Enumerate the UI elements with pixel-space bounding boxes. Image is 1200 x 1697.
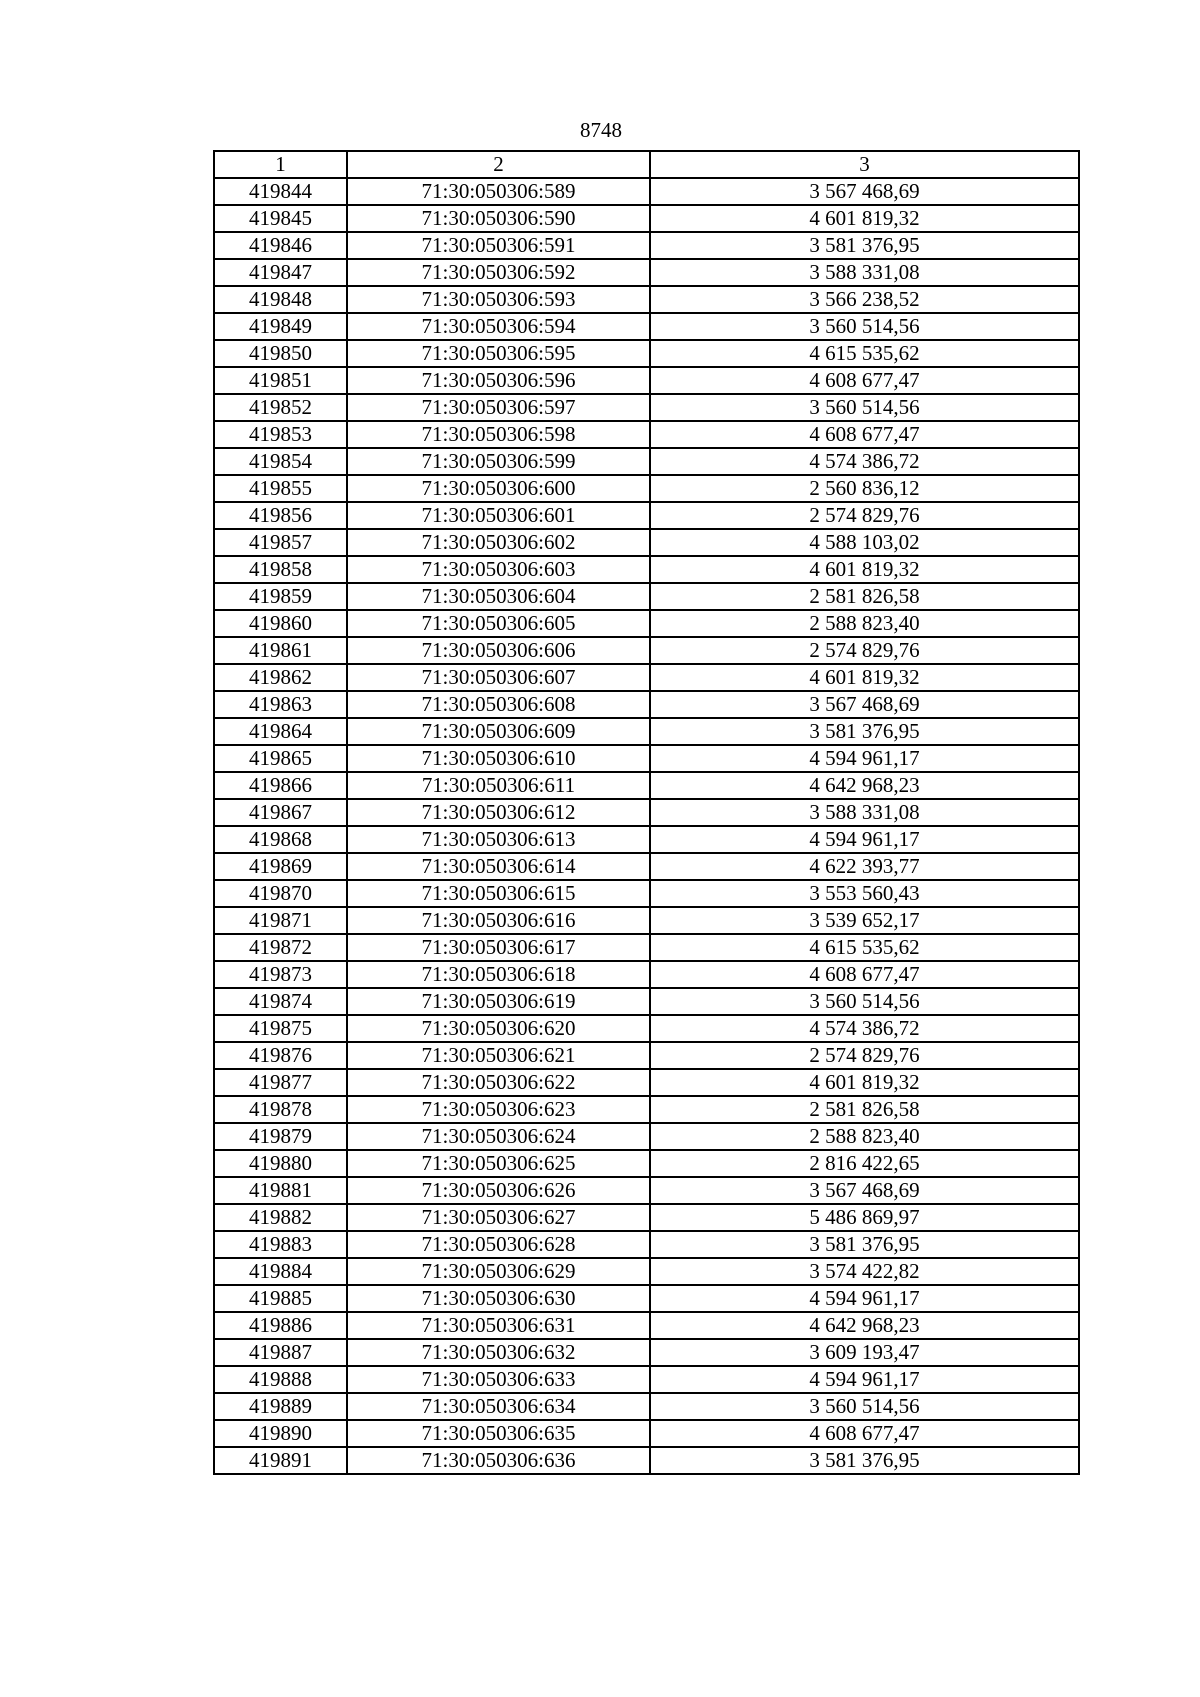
value-cell: 4 608 677,47	[650, 1420, 1079, 1447]
table-row	[214, 610, 1079, 637]
table-row	[214, 1258, 1079, 1285]
table-row	[214, 475, 1079, 502]
row-number-cell: 419880	[214, 1150, 347, 1177]
cadastral-number-cell: 71:30:050306:613	[347, 826, 650, 853]
value-cell: 2 581 826,58	[650, 583, 1079, 610]
row-number-cell: 419855	[214, 475, 347, 502]
value-cell: 4 642 968,23	[650, 1312, 1079, 1339]
table-row	[214, 1015, 1079, 1042]
table-row	[214, 340, 1079, 367]
table-row	[214, 1393, 1079, 1420]
cadastral-number-cell: 71:30:050306:622	[347, 1069, 650, 1096]
cadastral-number-cell: 71:30:050306:627	[347, 1204, 650, 1231]
table-row	[214, 367, 1079, 394]
row-number-cell: 419885	[214, 1285, 347, 1312]
table-row	[214, 1447, 1079, 1474]
row-number-cell: 419863	[214, 691, 347, 718]
cadastral-number-cell: 71:30:050306:592	[347, 259, 650, 286]
table-row	[214, 1096, 1079, 1123]
value-cell: 4 588 103,02	[650, 529, 1079, 556]
row-number-cell: 419848	[214, 286, 347, 313]
value-cell: 4 594 961,17	[650, 1285, 1079, 1312]
value-cell: 3 581 376,95	[650, 232, 1079, 259]
table-row	[214, 691, 1079, 718]
table-row	[214, 1123, 1079, 1150]
table-row	[214, 448, 1079, 475]
row-number-cell: 419876	[214, 1042, 347, 1069]
table-body	[214, 178, 1079, 1474]
table-row	[214, 259, 1079, 286]
value-cell: 5 486 869,97	[650, 1204, 1079, 1231]
table-row	[214, 934, 1079, 961]
page-number: 8748	[580, 118, 622, 142]
table-row	[214, 205, 1079, 232]
cadastral-number-cell: 71:30:050306:591	[347, 232, 650, 259]
table-row	[214, 907, 1079, 934]
table-row	[214, 826, 1079, 853]
row-number-cell: 419868	[214, 826, 347, 853]
row-number-cell: 419886	[214, 1312, 347, 1339]
row-number-cell: 419888	[214, 1366, 347, 1393]
cadastral-number-cell: 71:30:050306:602	[347, 529, 650, 556]
value-cell: 3 581 376,95	[650, 1231, 1079, 1258]
cadastral-number-cell: 71:30:050306:605	[347, 610, 650, 637]
cadastral-number-cell: 71:30:050306:610	[347, 745, 650, 772]
table-row	[214, 745, 1079, 772]
cadastral-number-cell: 71:30:050306:606	[347, 637, 650, 664]
value-cell: 3 560 514,56	[650, 394, 1079, 421]
row-number-cell: 419849	[214, 313, 347, 340]
table-row	[214, 772, 1079, 799]
table-row	[214, 961, 1079, 988]
table-row	[214, 421, 1079, 448]
value-cell: 2 588 823,40	[650, 610, 1079, 637]
cadastral-number-cell: 71:30:050306:618	[347, 961, 650, 988]
table-row	[214, 1312, 1079, 1339]
cadastral-number-cell: 71:30:050306:634	[347, 1393, 650, 1420]
table-row	[214, 1069, 1079, 1096]
header-cell-1: 1	[214, 151, 347, 178]
table-row	[214, 1420, 1079, 1447]
value-cell: 2 588 823,40	[650, 1123, 1079, 1150]
table-row	[214, 988, 1079, 1015]
row-number-cell: 419854	[214, 448, 347, 475]
value-cell: 3 560 514,56	[650, 988, 1079, 1015]
table-row	[214, 718, 1079, 745]
row-number-cell: 419846	[214, 232, 347, 259]
header-cell-2: 2	[347, 151, 650, 178]
cadastral-number-cell: 71:30:050306:632	[347, 1339, 650, 1366]
header-row	[214, 151, 1079, 178]
table-row	[214, 313, 1079, 340]
table-row	[214, 1204, 1079, 1231]
table-row	[214, 1231, 1079, 1258]
cadastral-number-cell: 71:30:050306:596	[347, 367, 650, 394]
cadastral-number-cell: 71:30:050306:630	[347, 1285, 650, 1312]
cadastral-number-cell: 71:30:050306:611	[347, 772, 650, 799]
value-cell: 2 560 836,12	[650, 475, 1079, 502]
cadastral-number-cell: 71:30:050306:603	[347, 556, 650, 583]
value-cell: 2 574 829,76	[650, 502, 1079, 529]
cadastral-number-cell: 71:30:050306:600	[347, 475, 650, 502]
value-cell: 4 601 819,32	[650, 664, 1079, 691]
value-cell: 3 560 514,56	[650, 313, 1079, 340]
table-row	[214, 502, 1079, 529]
value-cell: 3 539 652,17	[650, 907, 1079, 934]
value-cell: 3 567 468,69	[650, 178, 1079, 205]
cadastral-number-cell: 71:30:050306:621	[347, 1042, 650, 1069]
row-number-cell: 419862	[214, 664, 347, 691]
value-cell: 4 574 386,72	[650, 448, 1079, 475]
value-cell: 3 553 560,43	[650, 880, 1079, 907]
cadastral-number-cell: 71:30:050306:615	[347, 880, 650, 907]
row-number-cell: 419891	[214, 1447, 347, 1474]
cadastral-number-cell: 71:30:050306:608	[347, 691, 650, 718]
table-row	[214, 1150, 1079, 1177]
table-row	[214, 1285, 1079, 1312]
value-cell: 4 615 535,62	[650, 934, 1079, 961]
value-cell: 3 566 238,52	[650, 286, 1079, 313]
data-table	[213, 150, 1080, 1475]
cadastral-number-cell: 71:30:050306:633	[347, 1366, 650, 1393]
cadastral-number-cell: 71:30:050306:604	[347, 583, 650, 610]
table-header	[214, 151, 1079, 178]
cadastral-number-cell: 71:30:050306:619	[347, 988, 650, 1015]
value-cell: 3 574 422,82	[650, 1258, 1079, 1285]
row-number-cell: 419873	[214, 961, 347, 988]
table-row	[214, 529, 1079, 556]
value-cell: 2 574 829,76	[650, 637, 1079, 664]
row-number-cell: 419850	[214, 340, 347, 367]
row-number-cell: 419884	[214, 1258, 347, 1285]
row-number-cell: 419853	[214, 421, 347, 448]
cadastral-number-cell: 71:30:050306:623	[347, 1096, 650, 1123]
table-row	[214, 637, 1079, 664]
cadastral-number-cell: 71:30:050306:635	[347, 1420, 650, 1447]
table-row	[214, 232, 1079, 259]
cadastral-number-cell: 71:30:050306:631	[347, 1312, 650, 1339]
row-number-cell: 419877	[214, 1069, 347, 1096]
row-number-cell: 419866	[214, 772, 347, 799]
table-row	[214, 1042, 1079, 1069]
row-number-cell: 419874	[214, 988, 347, 1015]
cadastral-number-cell: 71:30:050306:617	[347, 934, 650, 961]
row-number-cell: 419869	[214, 853, 347, 880]
row-number-cell: 419879	[214, 1123, 347, 1150]
row-number-cell: 419851	[214, 367, 347, 394]
row-number-cell: 419865	[214, 745, 347, 772]
cadastral-number-cell: 71:30:050306:593	[347, 286, 650, 313]
table-row	[214, 556, 1079, 583]
cadastral-number-cell: 71:30:050306:624	[347, 1123, 650, 1150]
cadastral-number-cell: 71:30:050306:597	[347, 394, 650, 421]
value-cell: 3 567 468,69	[650, 1177, 1079, 1204]
row-number-cell: 419858	[214, 556, 347, 583]
table-row	[214, 664, 1079, 691]
value-cell: 4 601 819,32	[650, 556, 1079, 583]
table-row	[214, 799, 1079, 826]
value-cell: 4 608 677,47	[650, 367, 1079, 394]
cadastral-number-cell: 71:30:050306:626	[347, 1177, 650, 1204]
cadastral-number-cell: 71:30:050306:612	[347, 799, 650, 826]
row-number-cell: 419844	[214, 178, 347, 205]
cadastral-number-cell: 71:30:050306:589	[347, 178, 650, 205]
value-cell: 4 615 535,62	[650, 340, 1079, 367]
row-number-cell: 419889	[214, 1393, 347, 1420]
cadastral-number-cell: 71:30:050306:616	[347, 907, 650, 934]
row-number-cell: 419887	[214, 1339, 347, 1366]
cadastral-number-cell: 71:30:050306:601	[347, 502, 650, 529]
row-number-cell: 419890	[214, 1420, 347, 1447]
row-number-cell: 419864	[214, 718, 347, 745]
table-row	[214, 853, 1079, 880]
value-cell: 4 608 677,47	[650, 421, 1079, 448]
value-cell: 2 574 829,76	[650, 1042, 1079, 1069]
table-row	[214, 286, 1079, 313]
row-number-cell: 419883	[214, 1231, 347, 1258]
value-cell: 4 601 819,32	[650, 1069, 1079, 1096]
cadastral-number-cell: 71:30:050306:636	[347, 1447, 650, 1474]
header-cell-3: 3	[650, 151, 1079, 178]
cadastral-number-cell: 71:30:050306:625	[347, 1150, 650, 1177]
cadastral-number-cell: 71:30:050306:598	[347, 421, 650, 448]
cadastral-number-cell: 71:30:050306:607	[347, 664, 650, 691]
cadastral-number-cell: 71:30:050306:620	[347, 1015, 650, 1042]
value-cell: 4 594 961,17	[650, 826, 1079, 853]
row-number-cell: 419859	[214, 583, 347, 610]
value-cell: 4 574 386,72	[650, 1015, 1079, 1042]
table-row	[214, 1366, 1079, 1393]
value-cell: 2 581 826,58	[650, 1096, 1079, 1123]
row-number-cell: 419860	[214, 610, 347, 637]
value-cell: 4 601 819,32	[650, 205, 1079, 232]
value-cell: 4 622 393,77	[650, 853, 1079, 880]
row-number-cell: 419867	[214, 799, 347, 826]
row-number-cell: 419878	[214, 1096, 347, 1123]
row-number-cell: 419871	[214, 907, 347, 934]
cadastral-number-cell: 71:30:050306:590	[347, 205, 650, 232]
value-cell: 3 560 514,56	[650, 1393, 1079, 1420]
row-number-cell: 419870	[214, 880, 347, 907]
row-number-cell: 419881	[214, 1177, 347, 1204]
row-number-cell: 419857	[214, 529, 347, 556]
row-number-cell: 419875	[214, 1015, 347, 1042]
cadastral-number-cell: 71:30:050306:628	[347, 1231, 650, 1258]
value-cell: 3 581 376,95	[650, 1447, 1079, 1474]
value-cell: 2 816 422,65	[650, 1150, 1079, 1177]
table-row	[214, 394, 1079, 421]
value-cell: 4 608 677,47	[650, 961, 1079, 988]
cadastral-number-cell: 71:30:050306:609	[347, 718, 650, 745]
value-cell: 4 594 961,17	[650, 745, 1079, 772]
row-number-cell: 419856	[214, 502, 347, 529]
table-row	[214, 1339, 1079, 1366]
row-number-cell: 419872	[214, 934, 347, 961]
value-cell: 3 588 331,08	[650, 799, 1079, 826]
table-row	[214, 583, 1079, 610]
value-cell: 3 588 331,08	[650, 259, 1079, 286]
value-cell: 3 609 193,47	[650, 1339, 1079, 1366]
row-number-cell: 419882	[214, 1204, 347, 1231]
cadastral-number-cell: 71:30:050306:614	[347, 853, 650, 880]
value-cell: 3 581 376,95	[650, 718, 1079, 745]
cadastral-number-cell: 71:30:050306:629	[347, 1258, 650, 1285]
value-cell: 4 594 961,17	[650, 1366, 1079, 1393]
value-cell: 4 642 968,23	[650, 772, 1079, 799]
cadastral-number-cell: 71:30:050306:595	[347, 340, 650, 367]
row-number-cell: 419852	[214, 394, 347, 421]
cadastral-number-cell: 71:30:050306:599	[347, 448, 650, 475]
row-number-cell: 419861	[214, 637, 347, 664]
cadastral-number-cell: 71:30:050306:594	[347, 313, 650, 340]
row-number-cell: 419847	[214, 259, 347, 286]
table-row	[214, 1177, 1079, 1204]
table-row	[214, 880, 1079, 907]
row-number-cell: 419845	[214, 205, 347, 232]
table-row	[214, 178, 1079, 205]
value-cell: 3 567 468,69	[650, 691, 1079, 718]
